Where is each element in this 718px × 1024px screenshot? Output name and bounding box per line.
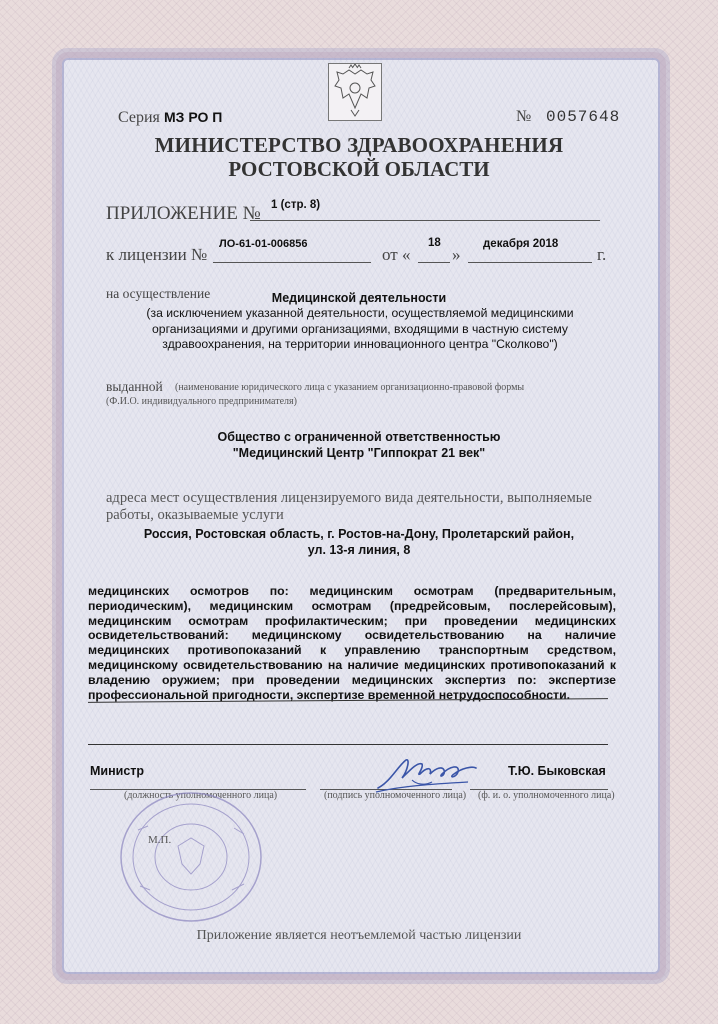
- license-close-quote: »: [452, 245, 461, 264]
- issued-label: выданной: [106, 379, 163, 394]
- ministry-title-line2: РОСТОВСКОЙ ОБЛАСТИ: [228, 157, 490, 181]
- handwritten-signature: [372, 752, 482, 798]
- signature-hint: (подпись уполномоченного лица): [324, 790, 467, 801]
- license-month-year: декабря 2018: [483, 238, 559, 250]
- license-from-label: от «: [382, 245, 411, 264]
- name-hint: (ф. и. о. уполномоченного лица): [478, 790, 615, 801]
- address-label-line2: работы, оказываемые услуги: [106, 507, 284, 523]
- footer-note: Приложение является неотъемлемой частью лицензии: [196, 928, 522, 943]
- license-year-suffix: г.: [597, 245, 607, 264]
- coat-of-arms-emblem: [328, 63, 382, 121]
- organization-name-line1: Общество с ограниченной ответственностью: [217, 430, 501, 444]
- appendix-underline: [250, 220, 600, 221]
- appendix-label: ПРИЛОЖЕНИЕ №: [106, 203, 261, 224]
- signatory-position: Министр: [90, 764, 145, 778]
- activity-label: на осуществление: [106, 286, 211, 301]
- issued-hint-line2: (Ф.И.О. индивидуального предпринимателя): [106, 396, 297, 407]
- issued-hint-line1: (наименование юридического лица с указанием организационно-правовой формы: [175, 382, 525, 393]
- position-hint: (должность уполномоченного лица): [124, 790, 278, 801]
- signatory-name: Т.Ю. Быковская: [508, 764, 606, 778]
- address-label-line1: адреса мест осуществления лицензируемого вида деятельности, выполняемые: [106, 490, 592, 506]
- ministry-title-line1: МИНИСТЕРСТВО ЗДРАВООХРАНЕНИЯ: [154, 133, 564, 157]
- series-value: МЗ РО П: [164, 109, 223, 125]
- address-value-line2: ул. 13-я линия, 8: [307, 543, 411, 557]
- separator-line: [88, 744, 608, 745]
- license-day: 18: [428, 237, 441, 249]
- license-month-underline: [468, 262, 592, 263]
- license-number-underline: [213, 262, 371, 263]
- organization-name-line2: "Медицинский Центр "Гиппократ 21 век": [232, 446, 486, 460]
- activity-title: Медицинской деятельности: [271, 291, 447, 305]
- series-label: Серия: [118, 109, 160, 126]
- form-number: 0057648: [546, 108, 621, 126]
- stamp-place-label: М.П.: [148, 834, 172, 846]
- license-prefix: к лицензии №: [106, 245, 208, 264]
- licensed-services-text: медицинских осмотров по: медицинским осмотрам (предварительным, периодическим), медицинским осмотрам (предрейсовым, послерейсовым), медицинским осмотрам профилактическим; при проведении медицинских освидетельствований: медицинскому освидетельствованию на наличие медицинских противопоказаний к управлению транспортным средством, медицинскому освидетельствованию на наличие медицинских противопоказаний к владению оружием; при проведении медицинских экспертиз по: экспертизе профессиональной пригодности, экспертизе временной нетрудоспособности.: [88, 584, 616, 702]
- official-seal-stamp: [118, 790, 264, 924]
- license-day-underline: [418, 262, 450, 263]
- activity-description: (за исключением указанной деятельности, осуществляемой медицинскими организациями и другими организациями, входящими в частную систему здравоохранения, на территории инновационного центра "Сколково"): [146, 306, 574, 351]
- number-label: №: [516, 108, 532, 125]
- address-value-line1: Россия, Ростовская область, г. Ростов-на-Дону, Пролетарский район,: [143, 527, 575, 541]
- double-headed-eagle-icon: [329, 64, 381, 120]
- appendix-value: 1 (стр. 8): [271, 199, 321, 211]
- license-number: ЛО-61-01-006856: [219, 238, 308, 250]
